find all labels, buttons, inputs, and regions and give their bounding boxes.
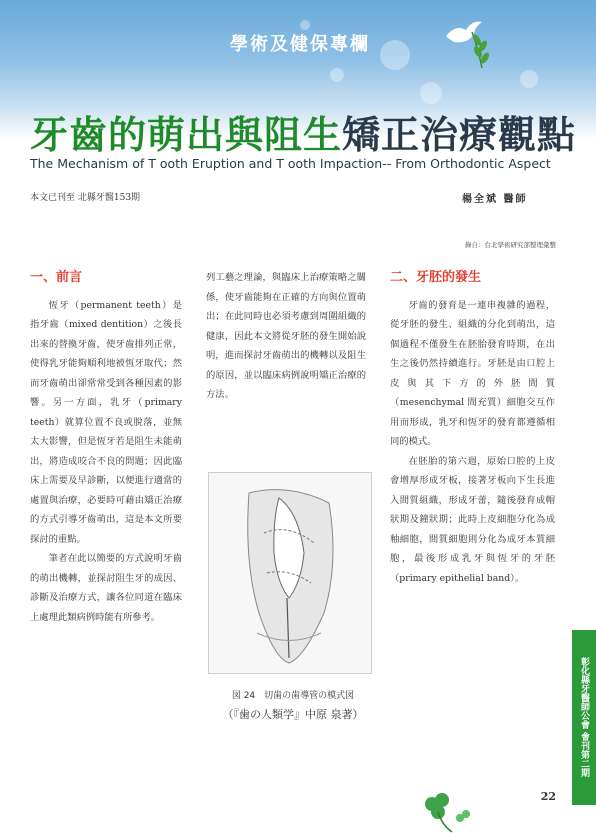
header-banner xyxy=(0,0,596,200)
tooth-eruption-illustration xyxy=(209,473,371,673)
olive-branch-icon xyxy=(468,30,494,70)
decorative-bubble xyxy=(380,40,410,70)
page-number: 22 xyxy=(540,790,556,803)
figure-credit: （『歯の人類学』中原 泉著） xyxy=(222,708,364,721)
reprint-note: 本文已刊至 北縣牙醫153期 xyxy=(30,193,141,203)
author-name: 楊全斌 醫師 xyxy=(462,194,528,205)
paragraph: 恆牙（permanent teeth）是指牙齒（mixed dentition）之後長出來的替換牙齒，使牙齒排列正常，使得乳牙能夠順利地被恆牙取代；然而牙齒萌出卻常常受到各種因素的影響。另一方面，乳牙（primary teeth）就算位置不良或脫落，並無太大影響，但是恆牙若是阻生未能萌出，將造成咬合不良的問題；因此臨床上需要及早診斷，以便進行適當的處置與治療，必要時可藉由矯正治療的方式引導牙齒萌出，這是本文所要探討的重點。 xyxy=(30,299,182,545)
paragraph: 列工藝之理論，與臨床上治療策略之關係，使牙齒能夠在正確的方向與位置萌出；在此同時也必須考慮到周圍組織的健康，因此本文將從牙胚的發生開始說明，進而探討牙齒萌出的機轉以及阻生的原因，並以臨床病例說明矯正治療的方法。 xyxy=(206,272,366,400)
column-2 xyxy=(206,268,366,405)
figure-caption: 図 24 切歯の歯導管の模式図 xyxy=(231,691,355,701)
section-label: 學術及健保專欄 xyxy=(230,34,370,55)
title-rest: 矯正治療觀點 xyxy=(342,112,577,157)
article-title xyxy=(30,104,576,159)
journal-sidebar-label: 彰化縣牙醫師公會 會刊第二期 xyxy=(572,630,596,805)
tooth-diagram-figure xyxy=(208,472,372,674)
column-1 xyxy=(30,268,182,627)
column-3 xyxy=(390,268,555,588)
paragraph: 在胚胎的第六週，原始口腔的上皮會增厚形成牙板，接著牙板向下生長進入間質組織，形成牙蕾，隨後發育成帽狀期及鐘狀期；此時上皮細胞分化為成釉細胞，間質細胞則分化為成牙本質細胞，最後形成乳牙與恆牙的牙胚（primary epithelial band）。 xyxy=(390,455,555,584)
title-highlight: 牙齒的萌出與阻生 xyxy=(30,112,343,157)
section-heading: 一、前言 xyxy=(30,270,83,285)
decorative-bubble xyxy=(330,68,344,82)
english-title: The Mechanism of T ooth Eruption and T ooth Impaction-- From Orthodontic Aspect xyxy=(30,156,551,171)
paragraph: 筆者在此以簡要的方式說明牙齒的萌出機轉，並探討阻生牙的成因、診斷及治療方式，讓各位同道在臨床上處理此類病例時能有所參考。 xyxy=(30,553,182,623)
decorative-bubble xyxy=(300,20,310,30)
paragraph: 牙齒的發育是一連串複雜的過程，從牙胚的發生、組織的分化到萌出，這個過程不僅發生在胚胎發育時期，在出生之後仍然持續進行。牙胚是由口腔上皮與其下方的外胚間質（mesenchymal 間充質）細胞交互作用而形成，乳牙和恆牙的發育都遵循相同的模式。 xyxy=(390,299,555,447)
source-note: 錄自：台北學術研究部整理彙整 xyxy=(465,241,556,249)
section-heading: 二、牙胚的發生 xyxy=(390,270,482,285)
decorative-bubble xyxy=(420,82,442,104)
decorative-bubble xyxy=(520,70,538,88)
clover-icon xyxy=(412,790,472,835)
